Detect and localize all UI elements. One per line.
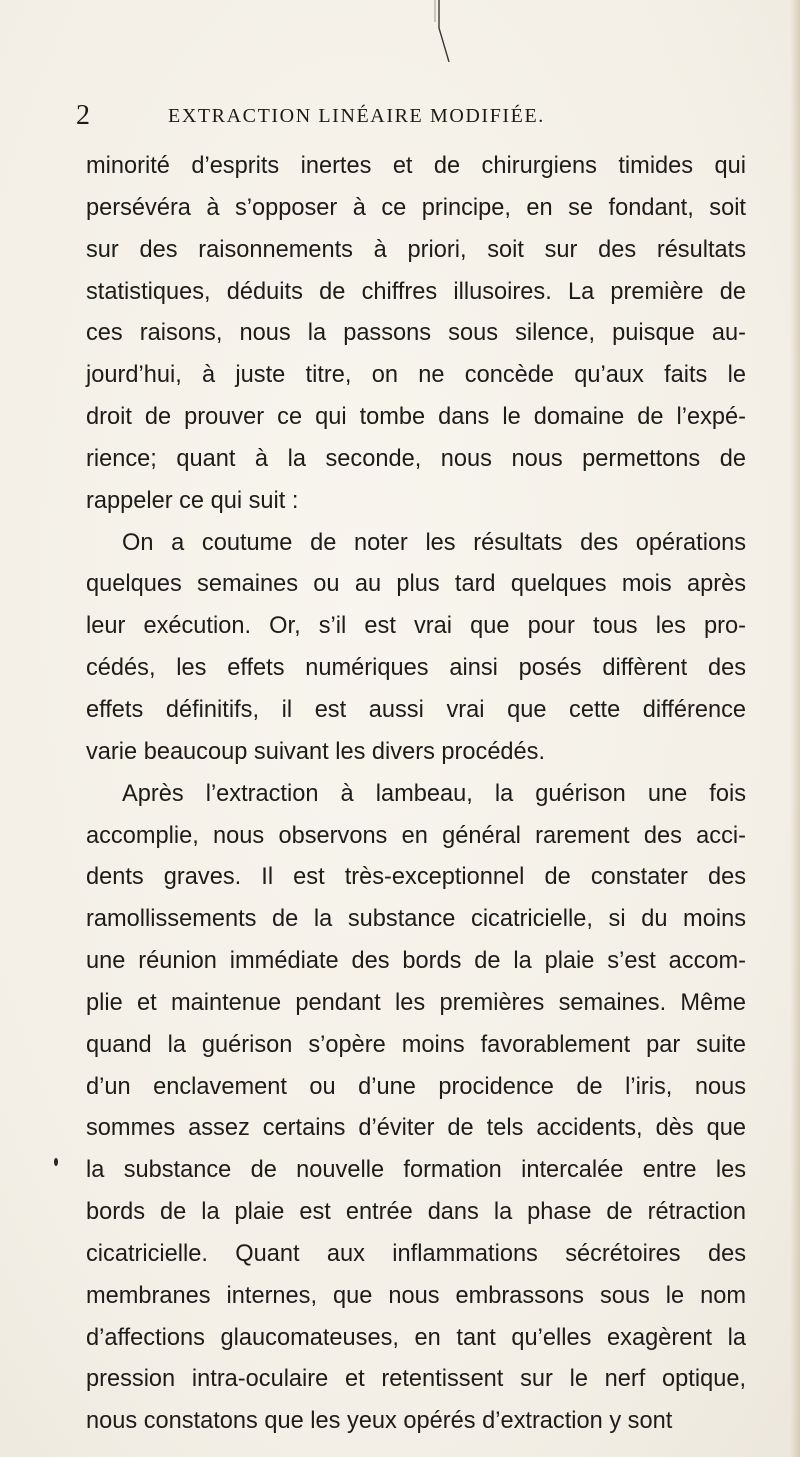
text-line: persévéra à s’opposer à ce principe, en se fondant, soit [86, 194, 746, 221]
text-line: sur des raisonnements à priori, soit sur des résultats [86, 236, 746, 263]
text-line: sommes assez certains d’éviter de tels accidents, dès que [86, 1115, 746, 1142]
text-line: cicatricielle. Quant aux inflammations sécrétoires des [86, 1240, 746, 1267]
text-line: plie et maintenue pendant les premières semaines. Même [86, 989, 746, 1016]
text-line: nous constatons que les yeux opérés d’extraction y sont [86, 1408, 673, 1435]
text-line: cédés, les effets numériques ainsi posés diffèrent des [86, 655, 746, 682]
text-line: dents graves. Il est très-exceptionnel de constater des [86, 864, 746, 891]
text-line: On a coutume de noter les résultats des opérations [122, 529, 746, 556]
text-line: ces raisons, nous la passons sous silence, puisque au- [86, 320, 746, 347]
page-edge-shadow [790, 0, 800, 1457]
text-line: bords de la plaie est entrée dans la phase de rétraction [86, 1199, 746, 1226]
running-head [0, 96, 800, 136]
text-line: droit de prouver ce qui tombe dans le domaine de l’expé- [86, 404, 746, 431]
text-line: varie beaucoup suivant les divers procédés. [86, 738, 546, 765]
text-line: d’un enclavement ou d’une procidence de l’iris, nous [86, 1073, 746, 1100]
running-title: EXTRACTION LINÉAIRE MODIFIÉE. [168, 105, 545, 127]
text-line: membranes internes, que nous embrassons sous le nom [86, 1282, 746, 1309]
text-line: pression intra-oculaire et retentissent sur le nerf optique, [86, 1366, 746, 1393]
text-line: ramollissements de la substance cicatricielle, si du moins [86, 906, 746, 933]
text-line: accomplie, nous observons en général rarement des acci- [86, 822, 746, 849]
page-number: 2 [76, 100, 90, 131]
text-line: leur exécution. Or, s’il est vrai que pour tous les pro- [86, 613, 746, 640]
text-line: Après l’extraction à lambeau, la guérison une fois [122, 780, 746, 807]
text-line: la substance de nouvelle formation intercalée entre les [86, 1157, 746, 1184]
text-line: quelques semaines ou au plus tard quelques mois après [86, 571, 746, 598]
paper-fold-mark [433, 0, 455, 62]
ink-speck [54, 1158, 58, 1166]
text-line: rience; quant à la seconde, nous nous permettons de [86, 445, 746, 472]
text-line: une réunion immédiate des bords de la plaie s’est accom- [86, 948, 746, 975]
text-line: effets définitifs, il est aussi vrai que cette différence [86, 696, 746, 723]
text-line: rappeler ce qui suit : [86, 487, 299, 514]
text-line: jourd’hui, à juste titre, on ne concède qu’aux faits le [86, 362, 746, 389]
text-line: d’affections glaucomateuses, en tant qu’elles exagèrent la [86, 1324, 746, 1351]
text-line: statistiques, déduits de chiffres illusoires. La première de [86, 278, 746, 305]
body-text [86, 146, 746, 1443]
text-line: quand la guérison s’opère moins favorablement par suite [86, 1031, 746, 1058]
text-line: minorité d’esprits inertes et de chirurgiens timides qui [86, 153, 746, 179]
